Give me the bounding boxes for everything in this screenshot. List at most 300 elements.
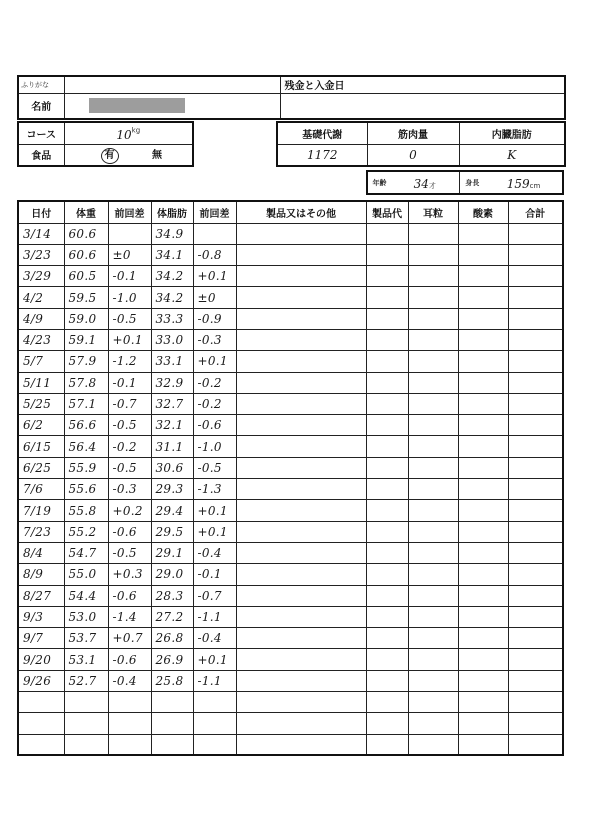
- furigana-field[interactable]: [64, 76, 280, 93]
- date-cell[interactable]: 5/11: [18, 372, 64, 393]
- product-cell[interactable]: [236, 670, 366, 691]
- weight-cell[interactable]: 59.5: [64, 287, 108, 308]
- oxygen-cell[interactable]: [458, 393, 508, 414]
- ear-seed-cell[interactable]: [408, 670, 458, 691]
- table-row: [18, 287, 563, 308]
- fat-diff-cell[interactable]: [193, 223, 236, 244]
- total-cell[interactable]: [508, 649, 563, 670]
- weight-cell[interactable]: 60.5: [64, 266, 108, 287]
- table-row: [18, 500, 563, 521]
- weight-diff-cell[interactable]: -1.4: [108, 606, 151, 627]
- weight-cell[interactable]: 55.2: [64, 521, 108, 542]
- product-cell[interactable]: [236, 734, 366, 755]
- product-cell[interactable]: [236, 329, 366, 350]
- body-fat-cell[interactable]: 29.4: [151, 500, 193, 521]
- ear-seed-cell[interactable]: [408, 329, 458, 350]
- height-value: 159: [506, 177, 530, 191]
- product-cost-cell[interactable]: [366, 479, 408, 500]
- weight-cell[interactable]: 59.1: [64, 329, 108, 350]
- product-cell[interactable]: [236, 287, 366, 308]
- table-row: [18, 479, 563, 500]
- date-cell[interactable]: 3/29: [18, 266, 64, 287]
- table-row: [18, 308, 563, 329]
- oxygen-cell[interactable]: [458, 372, 508, 393]
- fat-diff-header: 前回差: [193, 201, 236, 223]
- body-fat-cell[interactable]: 32.1: [151, 415, 193, 436]
- weight-cell[interactable]: 57.9: [64, 351, 108, 372]
- fat-diff-cell[interactable]: -0.7: [193, 585, 236, 606]
- body-fat-cell[interactable]: 34.2: [151, 287, 193, 308]
- total-header: 合計: [508, 201, 563, 223]
- oxygen-cell[interactable]: [458, 479, 508, 500]
- total-cell[interactable]: [508, 393, 563, 414]
- total-cell[interactable]: [508, 606, 563, 627]
- name-field[interactable]: [64, 93, 280, 119]
- date-cell[interactable]: 3/23: [18, 244, 64, 265]
- weight-diff-cell[interactable]: -0.5: [108, 542, 151, 563]
- weight-cell[interactable]: 56.4: [64, 436, 108, 457]
- age-field[interactable]: [391, 171, 459, 194]
- body-fat-cell[interactable]: 27.2: [151, 606, 193, 627]
- product-header: 製品又はその他: [236, 201, 366, 223]
- fat-diff-cell[interactable]: -0.1: [193, 564, 236, 585]
- total-cell[interactable]: [508, 713, 563, 734]
- weight-cell[interactable]: 54.4: [64, 585, 108, 606]
- date-cell[interactable]: 9/20: [18, 649, 64, 670]
- ear-seed-cell[interactable]: [408, 628, 458, 649]
- product-cell[interactable]: [236, 564, 366, 585]
- weight-diff-cell[interactable]: -1.2: [108, 351, 151, 372]
- fat-diff-cell[interactable]: -0.4: [193, 628, 236, 649]
- weight-diff-cell[interactable]: -0.6: [108, 521, 151, 542]
- fat-diff-cell[interactable]: -1.0: [193, 436, 236, 457]
- body-fat-cell[interactable]: 34.1: [151, 244, 193, 265]
- fat-diff-cell[interactable]: -0.2: [193, 372, 236, 393]
- fat-diff-cell[interactable]: +0.1: [193, 500, 236, 521]
- body-fat-cell[interactable]: 34.2: [151, 266, 193, 287]
- product-cell[interactable]: [236, 479, 366, 500]
- product-cost-cell[interactable]: [366, 244, 408, 265]
- date-cell[interactable]: 9/7: [18, 628, 64, 649]
- product-cell[interactable]: [236, 351, 366, 372]
- body-fat-cell[interactable]: 29.0: [151, 564, 193, 585]
- product-cost-cell[interactable]: [366, 585, 408, 606]
- oxygen-cell[interactable]: [458, 542, 508, 563]
- product-cost-cell[interactable]: [366, 266, 408, 287]
- ear-seed-cell[interactable]: [408, 351, 458, 372]
- oxygen-cell[interactable]: [458, 287, 508, 308]
- oxygen-cell[interactable]: [458, 734, 508, 755]
- product-cell[interactable]: [236, 585, 366, 606]
- table-row: [18, 734, 563, 755]
- table-row: [18, 521, 563, 542]
- product-cost-cell[interactable]: [366, 223, 408, 244]
- visceral-fat-value[interactable]: K: [459, 144, 565, 166]
- product-cost-cell[interactable]: [366, 692, 408, 713]
- body-fat-cell[interactable]: 26.8: [151, 628, 193, 649]
- table-row: [18, 436, 563, 457]
- product-cost-cell[interactable]: [366, 649, 408, 670]
- weight-diff-cell[interactable]: [108, 223, 151, 244]
- oxygen-cell[interactable]: [458, 692, 508, 713]
- weight-diff-cell[interactable]: ±0: [108, 244, 151, 265]
- product-cost-cell[interactable]: [366, 521, 408, 542]
- weight-diff-cell[interactable]: [108, 734, 151, 755]
- table-row: [18, 692, 563, 713]
- product-cost-cell[interactable]: [366, 564, 408, 585]
- weight-diff-cell[interactable]: -0.6: [108, 585, 151, 606]
- height-unit: cm: [529, 182, 541, 190]
- weight-diff-cell[interactable]: -0.1: [108, 266, 151, 287]
- ear-seed-cell[interactable]: [408, 223, 458, 244]
- muscle-header: 筋肉量: [367, 122, 459, 144]
- oxygen-cell[interactable]: [458, 564, 508, 585]
- total-cell[interactable]: [508, 692, 563, 713]
- total-cell[interactable]: [508, 479, 563, 500]
- product-cost-cell[interactable]: [366, 308, 408, 329]
- ear-seed-cell[interactable]: [408, 415, 458, 436]
- weight-header: 体重: [64, 201, 108, 223]
- weight-diff-cell[interactable]: -0.3: [108, 479, 151, 500]
- product-cost-cell[interactable]: [366, 670, 408, 691]
- product-cost-cell[interactable]: [366, 628, 408, 649]
- oxygen-cell[interactable]: [458, 329, 508, 350]
- product-cell[interactable]: [236, 628, 366, 649]
- total-cell[interactable]: [508, 457, 563, 478]
- body-fat-cell[interactable]: 34.9: [151, 223, 193, 244]
- product-cost-cell[interactable]: [366, 329, 408, 350]
- oxygen-cell[interactable]: [458, 266, 508, 287]
- oxygen-cell[interactable]: [458, 308, 508, 329]
- fat-diff-cell[interactable]: [193, 692, 236, 713]
- date-cell[interactable]: 8/4: [18, 542, 64, 563]
- ear-seed-cell[interactable]: [408, 287, 458, 308]
- date-cell[interactable]: [18, 734, 64, 755]
- date-cell[interactable]: 4/2: [18, 287, 64, 308]
- body-fat-cell[interactable]: 33.3: [151, 308, 193, 329]
- date-cell[interactable]: 5/7: [18, 351, 64, 372]
- date-header: 日付: [18, 201, 64, 223]
- weight-cell[interactable]: 52.7: [64, 670, 108, 691]
- weight-cell[interactable]: 54.7: [64, 542, 108, 563]
- total-cell[interactable]: [508, 670, 563, 691]
- product-cost-cell[interactable]: [366, 457, 408, 478]
- fat-diff-cell[interactable]: +0.1: [193, 649, 236, 670]
- date-cell[interactable]: 8/27: [18, 585, 64, 606]
- weight-cell[interactable]: 60.6: [64, 223, 108, 244]
- product-cell[interactable]: [236, 393, 366, 414]
- course-table: [17, 121, 194, 167]
- oxygen-cell[interactable]: [458, 351, 508, 372]
- oxygen-cell[interactable]: [458, 670, 508, 691]
- table-row: [18, 606, 563, 627]
- date-cell[interactable]: 8/9: [18, 564, 64, 585]
- ear-seed-cell[interactable]: [408, 521, 458, 542]
- date-cell[interactable]: 9/26: [18, 670, 64, 691]
- date-cell[interactable]: 9/3: [18, 606, 64, 627]
- body-metrics-table: [276, 121, 566, 167]
- fat-diff-cell[interactable]: -1.1: [193, 606, 236, 627]
- table-row: [18, 329, 563, 350]
- product-cost-cell[interactable]: [366, 415, 408, 436]
- total-cell[interactable]: [508, 564, 563, 585]
- weight-cell[interactable]: 55.0: [64, 564, 108, 585]
- date-cell[interactable]: 6/15: [18, 436, 64, 457]
- fat-diff-cell[interactable]: ±0: [193, 287, 236, 308]
- weight-cell[interactable]: 56.6: [64, 415, 108, 436]
- table-row: [18, 372, 563, 393]
- oxygen-cell[interactable]: [458, 585, 508, 606]
- body-fat-cell[interactable]: 30.6: [151, 457, 193, 478]
- weight-cell[interactable]: 55.9: [64, 457, 108, 478]
- oxygen-cell[interactable]: [458, 628, 508, 649]
- muscle-value[interactable]: 0: [367, 144, 459, 166]
- age-unit: 才: [428, 182, 436, 190]
- product-cost-cell[interactable]: [366, 351, 408, 372]
- age-value: 34: [413, 177, 429, 191]
- weight-diff-cell[interactable]: -0.6: [108, 649, 151, 670]
- product-cell[interactable]: [236, 436, 366, 457]
- ear-seed-cell[interactable]: [408, 649, 458, 670]
- total-cell[interactable]: [508, 500, 563, 521]
- ear-seed-cell[interactable]: [408, 393, 458, 414]
- body-fat-cell[interactable]: 32.9: [151, 372, 193, 393]
- weight-cell[interactable]: [64, 734, 108, 755]
- fat-diff-cell[interactable]: -0.2: [193, 393, 236, 414]
- body-fat-cell[interactable]: [151, 713, 193, 734]
- product-cell[interactable]: [236, 244, 366, 265]
- product-cell[interactable]: [236, 521, 366, 542]
- course-unit: kg: [131, 126, 141, 135]
- oxygen-cell[interactable]: [458, 500, 508, 521]
- product-cell[interactable]: [236, 606, 366, 627]
- product-cost-cell[interactable]: [366, 542, 408, 563]
- ear-seed-cell[interactable]: [408, 244, 458, 265]
- fat-diff-cell[interactable]: -0.9: [193, 308, 236, 329]
- weight-cell[interactable]: 55.8: [64, 500, 108, 521]
- oxygen-cell[interactable]: [458, 415, 508, 436]
- body-fat-cell[interactable]: [151, 734, 193, 755]
- oxygen-cell[interactable]: [458, 223, 508, 244]
- product-cell[interactable]: [236, 308, 366, 329]
- ear-seed-cell[interactable]: [408, 500, 458, 521]
- date-cell[interactable]: 3/14: [18, 223, 64, 244]
- weight-diff-cell[interactable]: -0.2: [108, 436, 151, 457]
- weight-diff-cell[interactable]: -0.7: [108, 393, 151, 414]
- ear-seed-cell[interactable]: [408, 542, 458, 563]
- product-cost-cell[interactable]: [366, 436, 408, 457]
- table-row: [18, 244, 563, 265]
- ear-seed-cell[interactable]: [408, 734, 458, 755]
- ear-seed-header: 耳粒: [408, 201, 458, 223]
- oxygen-cell[interactable]: [458, 606, 508, 627]
- product-cost-cell[interactable]: [366, 606, 408, 627]
- weight-cell[interactable]: 53.0: [64, 606, 108, 627]
- fat-diff-cell[interactable]: -0.3: [193, 329, 236, 350]
- age-label: 年齢: [367, 171, 391, 194]
- ear-seed-cell[interactable]: [408, 692, 458, 713]
- ear-seed-cell[interactable]: [408, 713, 458, 734]
- body-fat-cell[interactable]: 29.5: [151, 521, 193, 542]
- product-cost-cell[interactable]: [366, 500, 408, 521]
- body-fat-cell[interactable]: 25.8: [151, 670, 193, 691]
- date-cell[interactable]: 6/25: [18, 457, 64, 478]
- weight-diff-cell[interactable]: +0.2: [108, 500, 151, 521]
- total-cell[interactable]: [508, 287, 563, 308]
- weight-diff-cell[interactable]: [108, 713, 151, 734]
- fat-diff-cell[interactable]: +0.1: [193, 351, 236, 372]
- fat-diff-cell[interactable]: -1.1: [193, 670, 236, 691]
- oxygen-cell[interactable]: [458, 649, 508, 670]
- fat-diff-cell[interactable]: -0.6: [193, 415, 236, 436]
- fat-diff-cell[interactable]: -1.3: [193, 479, 236, 500]
- fat-diff-cell[interactable]: +0.1: [193, 521, 236, 542]
- weight-diff-cell[interactable]: -0.4: [108, 670, 151, 691]
- total-cell[interactable]: [508, 415, 563, 436]
- food-yes-option[interactable]: 有: [101, 148, 119, 164]
- total-cell[interactable]: [508, 628, 563, 649]
- product-cell[interactable]: [236, 457, 366, 478]
- oxygen-cell[interactable]: [458, 436, 508, 457]
- total-cell[interactable]: [508, 585, 563, 606]
- product-cell[interactable]: [236, 713, 366, 734]
- weight-cell[interactable]: [64, 713, 108, 734]
- weight-cell[interactable]: 53.7: [64, 628, 108, 649]
- fat-diff-cell[interactable]: [193, 734, 236, 755]
- date-cell[interactable]: 7/23: [18, 521, 64, 542]
- fat-diff-cell[interactable]: -0.4: [193, 542, 236, 563]
- ear-seed-cell[interactable]: [408, 308, 458, 329]
- table-row: [18, 223, 563, 244]
- product-cost-cell[interactable]: [366, 713, 408, 734]
- weight-cell[interactable]: 60.6: [64, 244, 108, 265]
- weight-cell[interactable]: 57.8: [64, 372, 108, 393]
- bmr-value[interactable]: 1172: [277, 144, 367, 166]
- date-cell[interactable]: [18, 713, 64, 734]
- product-cost-cell[interactable]: [366, 393, 408, 414]
- ear-seed-cell[interactable]: [408, 585, 458, 606]
- fat-diff-cell[interactable]: +0.1: [193, 266, 236, 287]
- weight-cell[interactable]: 59.0: [64, 308, 108, 329]
- table-row: [18, 351, 563, 372]
- weight-diff-cell[interactable]: +0.3: [108, 564, 151, 585]
- date-cell[interactable]: [18, 692, 64, 713]
- weight-diff-cell[interactable]: -0.5: [108, 308, 151, 329]
- oxygen-cell[interactable]: [458, 713, 508, 734]
- food-no-option[interactable]: 無: [151, 149, 162, 161]
- fat-diff-cell[interactable]: -0.8: [193, 244, 236, 265]
- food-field[interactable]: [64, 144, 193, 166]
- product-cell[interactable]: [236, 649, 366, 670]
- ear-seed-cell[interactable]: [408, 479, 458, 500]
- furigana-label: ふりがな: [18, 76, 64, 93]
- product-cell[interactable]: [236, 223, 366, 244]
- oxygen-cell[interactable]: [458, 457, 508, 478]
- product-cell[interactable]: [236, 372, 366, 393]
- weight-cell[interactable]: 57.1: [64, 393, 108, 414]
- weight-cell[interactable]: 55.6: [64, 479, 108, 500]
- ear-seed-cell[interactable]: [408, 564, 458, 585]
- total-cell[interactable]: [508, 223, 563, 244]
- total-cell[interactable]: [508, 372, 563, 393]
- fat-diff-cell[interactable]: -0.5: [193, 457, 236, 478]
- body-fat-cell[interactable]: [151, 692, 193, 713]
- date-cell[interactable]: 4/9: [18, 308, 64, 329]
- ear-seed-cell[interactable]: [408, 457, 458, 478]
- weight-cell[interactable]: [64, 692, 108, 713]
- weight-diff-cell[interactable]: -0.5: [108, 457, 151, 478]
- product-cell[interactable]: [236, 542, 366, 563]
- fat-diff-cell[interactable]: [193, 713, 236, 734]
- total-cell[interactable]: [508, 542, 563, 563]
- total-cell[interactable]: [508, 308, 563, 329]
- course-field[interactable]: [64, 122, 193, 144]
- total-cell[interactable]: [508, 266, 563, 287]
- date-cell[interactable]: 7/6: [18, 479, 64, 500]
- date-cell[interactable]: 6/2: [18, 415, 64, 436]
- body-fat-cell[interactable]: 28.3: [151, 585, 193, 606]
- product-cost-cell[interactable]: [366, 734, 408, 755]
- table-row: [18, 457, 563, 478]
- body-fat-cell[interactable]: 32.7: [151, 393, 193, 414]
- weight-diff-cell[interactable]: [108, 692, 151, 713]
- ear-seed-cell[interactable]: [408, 606, 458, 627]
- date-cell[interactable]: 4/23: [18, 329, 64, 350]
- weight-diff-cell[interactable]: -1.0: [108, 287, 151, 308]
- weight-diff-cell[interactable]: -0.1: [108, 372, 151, 393]
- total-cell[interactable]: [508, 734, 563, 755]
- table-row: [18, 585, 563, 606]
- product-cost-cell[interactable]: [366, 372, 408, 393]
- ear-seed-cell[interactable]: [408, 372, 458, 393]
- total-cell[interactable]: [508, 521, 563, 542]
- total-cell[interactable]: [508, 351, 563, 372]
- ear-seed-cell[interactable]: [408, 436, 458, 457]
- weight-diff-cell[interactable]: +0.1: [108, 329, 151, 350]
- body-fat-cell[interactable]: 31.1: [151, 436, 193, 457]
- body-fat-cell[interactable]: 29.3: [151, 479, 193, 500]
- height-field[interactable]: [485, 171, 563, 194]
- weight-cell[interactable]: 53.1: [64, 649, 108, 670]
- total-cell[interactable]: [508, 436, 563, 457]
- date-cell[interactable]: 7/19: [18, 500, 64, 521]
- table-row: [18, 713, 563, 734]
- oxygen-cell[interactable]: [458, 244, 508, 265]
- total-cell[interactable]: [508, 329, 563, 350]
- weight-diff-cell[interactable]: +0.7: [108, 628, 151, 649]
- balance-field[interactable]: [280, 93, 565, 119]
- food-label: 食品: [18, 144, 64, 166]
- weight-diff-cell[interactable]: -0.5: [108, 415, 151, 436]
- total-cell[interactable]: [508, 244, 563, 265]
- body-fat-cell[interactable]: 26.9: [151, 649, 193, 670]
- date-cell[interactable]: 5/25: [18, 393, 64, 414]
- body-fat-cell[interactable]: 33.1: [151, 351, 193, 372]
- table-row: [18, 564, 563, 585]
- oxygen-header: 酸素: [458, 201, 508, 223]
- product-cost-cell[interactable]: [366, 287, 408, 308]
- body-fat-cell[interactable]: 33.0: [151, 329, 193, 350]
- oxygen-cell[interactable]: [458, 521, 508, 542]
- body-fat-cell[interactable]: 29.1: [151, 542, 193, 563]
- product-cell[interactable]: [236, 500, 366, 521]
- ear-seed-cell[interactable]: [408, 266, 458, 287]
- product-cell[interactable]: [236, 692, 366, 713]
- table-row: [18, 649, 563, 670]
- product-cell[interactable]: [236, 415, 366, 436]
- age-height-table: [366, 170, 564, 195]
- product-cell[interactable]: [236, 266, 366, 287]
